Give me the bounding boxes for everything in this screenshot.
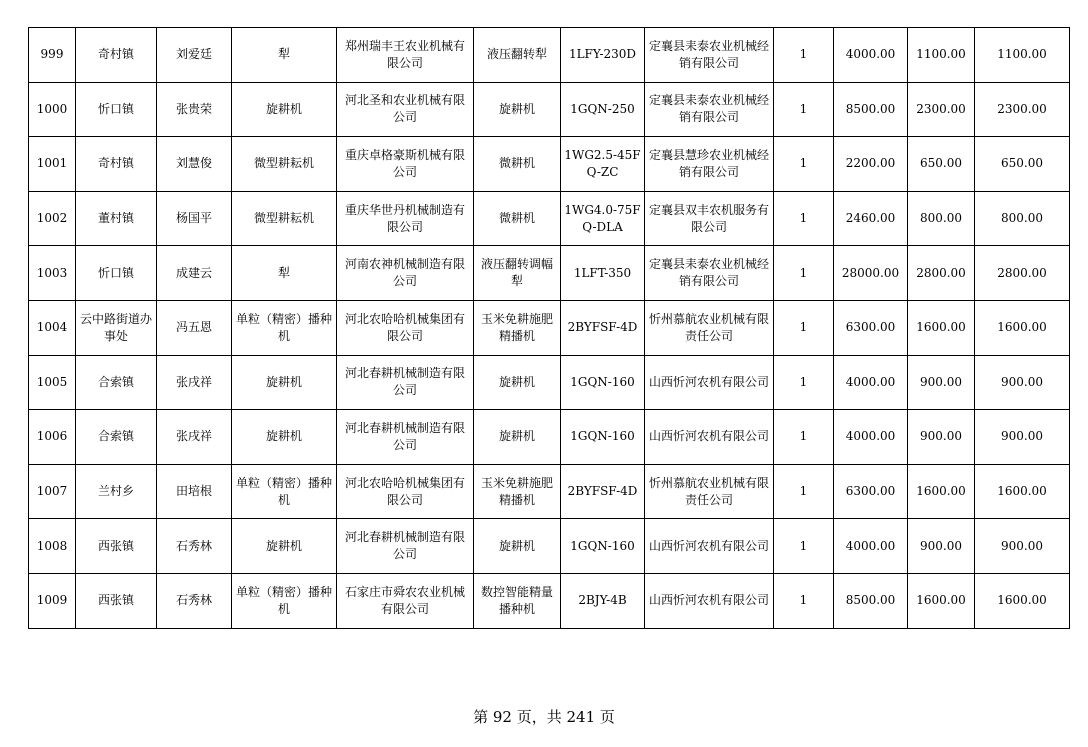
manufacturer-cell: 河北春耕机械制造有限公司 — [337, 410, 474, 465]
sale-price-cell: 8500.00 — [834, 573, 908, 628]
manufacturer-cell: 重庆卓格豪斯机械有限公司 — [337, 137, 474, 192]
quantity-cell: 1 — [774, 519, 834, 574]
applicant-name-cell: 杨国平 — [157, 191, 232, 246]
table-row — [29, 300, 1070, 355]
dealer-cell: 定襄县双丰农机服务有限公司 — [645, 191, 774, 246]
table-row — [29, 410, 1070, 465]
sale-price-cell: 2200.00 — [834, 137, 908, 192]
quantity-cell: 1 — [774, 191, 834, 246]
subsidy-central-cell: 1600.00 — [908, 300, 975, 355]
quantity-cell: 1 — [774, 246, 834, 301]
manufacturer-cell: 河北圣和农业机械有限公司 — [337, 82, 474, 137]
manufacturer-cell: 河南农神机械制造有限公司 — [337, 246, 474, 301]
subsidy-total-cell: 900.00 — [975, 519, 1070, 574]
row-number-cell: 1003 — [29, 246, 76, 301]
subsidy-central-cell: 800.00 — [908, 191, 975, 246]
applicant-name-cell: 田培根 — [157, 464, 232, 519]
table-row — [29, 137, 1070, 192]
subsidy-total-cell: 1100.00 — [975, 28, 1070, 83]
quantity-cell: 1 — [774, 28, 834, 83]
quantity-cell: 1 — [774, 82, 834, 137]
applicant-name-cell: 成建云 — [157, 246, 232, 301]
table-row — [29, 519, 1070, 574]
manufacturer-cell: 重庆华世丹机械制造有限公司 — [337, 191, 474, 246]
product-name-cell: 旋耕机 — [474, 355, 561, 410]
table-row — [29, 355, 1070, 410]
row-number-cell: 999 — [29, 28, 76, 83]
row-number-cell: 1007 — [29, 464, 76, 519]
row-number-cell: 1006 — [29, 410, 76, 465]
model-cell: 1GQN-250 — [561, 82, 645, 137]
table-row — [29, 246, 1070, 301]
dealer-cell: 定襄县耒泰农业机械经销有限公司 — [645, 246, 774, 301]
machine-category-cell: 微型耕耘机 — [232, 137, 337, 192]
row-number-cell: 1004 — [29, 300, 76, 355]
subsidy-central-cell: 900.00 — [908, 355, 975, 410]
town-cell: 董村镇 — [76, 191, 157, 246]
sale-price-cell: 6300.00 — [834, 464, 908, 519]
product-name-cell: 微耕机 — [474, 191, 561, 246]
manufacturer-cell: 郑州瑞丰王农业机械有限公司 — [337, 28, 474, 83]
sale-price-cell: 4000.00 — [834, 355, 908, 410]
machine-category-cell: 旋耕机 — [232, 82, 337, 137]
model-cell: 1LFY-230D — [561, 28, 645, 83]
manufacturer-cell: 河北春耕机械制造有限公司 — [337, 355, 474, 410]
applicant-name-cell: 刘爱廷 — [157, 28, 232, 83]
applicant-name-cell: 张戌祥 — [157, 410, 232, 465]
town-cell: 合索镇 — [76, 355, 157, 410]
subsidy-central-cell: 1600.00 — [908, 464, 975, 519]
product-name-cell: 液压翻转犁 — [474, 28, 561, 83]
model-cell: 1GQN-160 — [561, 410, 645, 465]
dealer-cell: 山西忻河农机有限公司 — [645, 355, 774, 410]
town-cell: 西张镇 — [76, 573, 157, 628]
model-cell: 2BYFSF-4D — [561, 300, 645, 355]
subsidy-central-cell: 2800.00 — [908, 246, 975, 301]
model-cell: 1WG2.5-45FQ-ZC — [561, 137, 645, 192]
product-name-cell: 液压翻转调幅犁 — [474, 246, 561, 301]
town-cell: 兰村乡 — [76, 464, 157, 519]
applicant-name-cell: 石秀林 — [157, 573, 232, 628]
page-footer: 第 92 页，共 241 页 — [473, 708, 615, 726]
sale-price-cell: 4000.00 — [834, 410, 908, 465]
table-row — [29, 191, 1070, 246]
product-name-cell: 旋耕机 — [474, 519, 561, 574]
dealer-cell: 忻州慕航农业机械有限责任公司 — [645, 464, 774, 519]
subsidy-central-cell: 1100.00 — [908, 28, 975, 83]
manufacturer-cell: 河北农哈哈机械集团有限公司 — [337, 300, 474, 355]
machine-category-cell: 旋耕机 — [232, 519, 337, 574]
town-cell: 忻口镇 — [76, 246, 157, 301]
subsidy-total-cell: 900.00 — [975, 355, 1070, 410]
subsidy-central-cell: 650.00 — [908, 137, 975, 192]
model-cell: 2BJY-4B — [561, 573, 645, 628]
model-cell: 1GQN-160 — [561, 519, 645, 574]
quantity-cell: 1 — [774, 137, 834, 192]
row-number-cell: 1002 — [29, 191, 76, 246]
subsidy-central-cell: 2300.00 — [908, 82, 975, 137]
applicant-name-cell: 冯五恩 — [157, 300, 232, 355]
table-row — [29, 464, 1070, 519]
subsidy-total-cell: 1600.00 — [975, 573, 1070, 628]
manufacturer-cell: 石家庄市舜农农业机械有限公司 — [337, 573, 474, 628]
sale-price-cell: 4000.00 — [834, 28, 908, 83]
row-number-cell: 1001 — [29, 137, 76, 192]
model-cell: 1LFT-350 — [561, 246, 645, 301]
quantity-cell: 1 — [774, 300, 834, 355]
model-cell: 1WG4.0-75FQ-DLA — [561, 191, 645, 246]
quantity-cell: 1 — [774, 573, 834, 628]
town-cell: 忻口镇 — [76, 82, 157, 137]
machine-category-cell: 犁 — [232, 246, 337, 301]
subsidy-total-cell: 2300.00 — [975, 82, 1070, 137]
applicant-name-cell: 石秀林 — [157, 519, 232, 574]
sale-price-cell: 2460.00 — [834, 191, 908, 246]
subsidy-total-cell: 800.00 — [975, 191, 1070, 246]
subsidy-total-cell: 1600.00 — [975, 300, 1070, 355]
applicant-name-cell: 刘慧俊 — [157, 137, 232, 192]
machine-category-cell: 单粒（精密）播种机 — [232, 573, 337, 628]
sale-price-cell: 28000.00 — [834, 246, 908, 301]
subsidy-table — [28, 27, 1070, 629]
subsidy-total-cell: 1600.00 — [975, 464, 1070, 519]
dealer-cell: 定襄县慧珍农业机械经销有限公司 — [645, 137, 774, 192]
town-cell: 合索镇 — [76, 410, 157, 465]
machine-category-cell: 单粒（精密）播种机 — [232, 300, 337, 355]
dealer-cell: 山西忻河农机有限公司 — [645, 519, 774, 574]
dealer-cell: 定襄县耒泰农业机械经销有限公司 — [645, 82, 774, 137]
manufacturer-cell: 河北春耕机械制造有限公司 — [337, 519, 474, 574]
sale-price-cell: 6300.00 — [834, 300, 908, 355]
quantity-cell: 1 — [774, 464, 834, 519]
quantity-cell: 1 — [774, 410, 834, 465]
subsidy-central-cell: 900.00 — [908, 519, 975, 574]
applicant-name-cell: 张贵荣 — [157, 82, 232, 137]
sale-price-cell: 8500.00 — [834, 82, 908, 137]
product-name-cell: 玉米免耕施肥精播机 — [474, 300, 561, 355]
table-row — [29, 82, 1070, 137]
product-name-cell: 旋耕机 — [474, 410, 561, 465]
quantity-cell: 1 — [774, 355, 834, 410]
town-cell: 西张镇 — [76, 519, 157, 574]
applicant-name-cell: 张戌祥 — [157, 355, 232, 410]
product-name-cell: 玉米免耕施肥精播机 — [474, 464, 561, 519]
dealer-cell: 山西忻河农机有限公司 — [645, 573, 774, 628]
town-cell: 奇村镇 — [76, 137, 157, 192]
machine-category-cell: 单粒（精密）播种机 — [232, 464, 337, 519]
manufacturer-cell: 河北农哈哈机械集团有限公司 — [337, 464, 474, 519]
dealer-cell: 定襄县耒泰农业机械经销有限公司 — [645, 28, 774, 83]
machine-category-cell: 微型耕耘机 — [232, 191, 337, 246]
row-number-cell: 1009 — [29, 573, 76, 628]
machine-category-cell: 旋耕机 — [232, 355, 337, 410]
subsidy-central-cell: 1600.00 — [908, 573, 975, 628]
sale-price-cell: 4000.00 — [834, 519, 908, 574]
row-number-cell: 1008 — [29, 519, 76, 574]
dealer-cell: 山西忻河农机有限公司 — [645, 410, 774, 465]
model-cell: 1GQN-160 — [561, 355, 645, 410]
table-row — [29, 28, 1070, 83]
subsidy-central-cell: 900.00 — [908, 410, 975, 465]
table-row — [29, 573, 1070, 628]
row-number-cell: 1000 — [29, 82, 76, 137]
subsidy-total-cell: 2800.00 — [975, 246, 1070, 301]
row-number-cell: 1005 — [29, 355, 76, 410]
town-cell: 奇村镇 — [76, 28, 157, 83]
product-name-cell: 数控智能精量播种机 — [474, 573, 561, 628]
model-cell: 2BYFSF-4D — [561, 464, 645, 519]
subsidy-total-cell: 650.00 — [975, 137, 1070, 192]
dealer-cell: 忻州慕航农业机械有限责任公司 — [645, 300, 774, 355]
town-cell: 云中路街道办事处 — [76, 300, 157, 355]
machine-category-cell: 犁 — [232, 28, 337, 83]
machine-category-cell: 旋耕机 — [232, 410, 337, 465]
subsidy-total-cell: 900.00 — [975, 410, 1070, 465]
product-name-cell: 微耕机 — [474, 137, 561, 192]
product-name-cell: 旋耕机 — [474, 82, 561, 137]
